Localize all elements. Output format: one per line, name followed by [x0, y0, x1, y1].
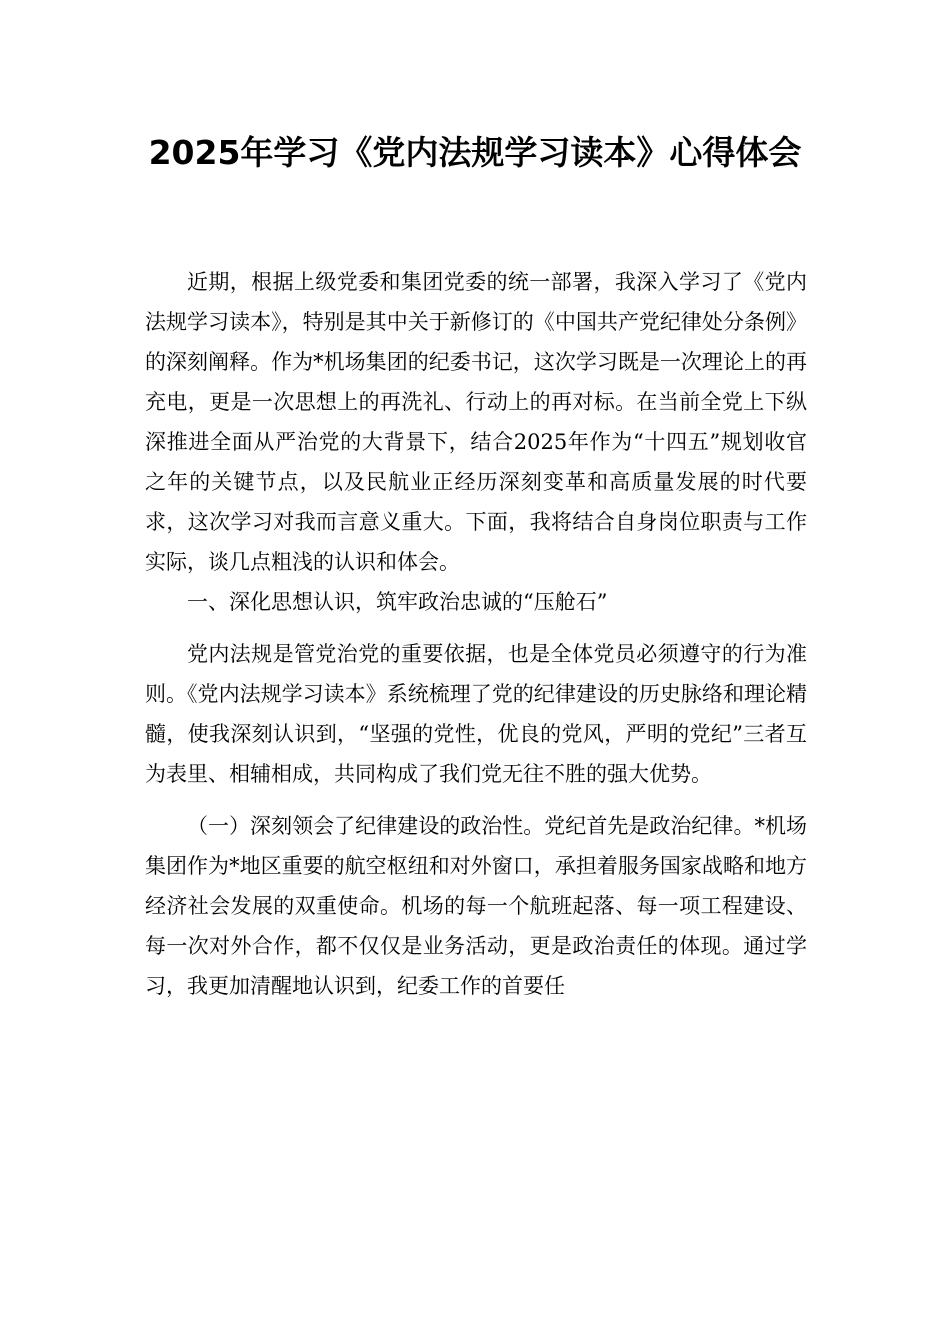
intro-paragraph: 近期，根据上级党委和集团党委的统一部署，我深入学习了《党内法规学习读本》，特别是其中关于新修订的《中国共产党纪律处分条例》的深刻阐释。作为*机场集团的纪委书记，这次学习既是一次理论上的再充电，更是一次思想上的再洗礼、行动上的再对标。在当前全党上下纵深推进全面从严治党的大背景下，结合2025年作为“十四五”规划收官之年的关键节点，以及民航业正经历深刻变革和高质量发展的时代要求，这次学习对我而言意义重大。下面，我将结合自身岗位职责与工作实际，谈几点粗浅的认识和体会。 [145, 270, 807, 574]
document-title: 2025年学习《党内法规学习读本》心得体会 [148, 133, 802, 172]
document-body [145, 262, 807, 1006]
section-1-paragraph: 党内法规是管党治党的重要依据，也是全体党员必须遵守的行为准则。《党内法规学习读本》系统梳理了党的纪律建设的历史脉络和理论精髓，使我深刻认识到，“坚强的党性，优良的党风，严明的党纪”三者互为表里、相辅相成，共同构成了我们党无往不胜的强大优势。 [145, 642, 807, 786]
paragraph-spacer [145, 622, 807, 634]
section-heading-1: 一、深化思想认识，筑牢政治忠诚的“压舱石” [187, 590, 608, 614]
subsection-1-paragraph: （一）深刻领会了纪律建设的政治性。党纪首先是政治纪律。*机场集团作为*地区重要的航空枢纽和对外窗口，承担着服务国家战略和地方经济社会发展的双重使命。机场的每一个航班起落、每一项工程建设、每一次对外合作，都不仅仅是业务活动，更是政治责任的体现。通过学习，我更加清醒地认识到，纪委工作的首要任 [145, 814, 807, 998]
paragraph-spacer [145, 794, 807, 806]
